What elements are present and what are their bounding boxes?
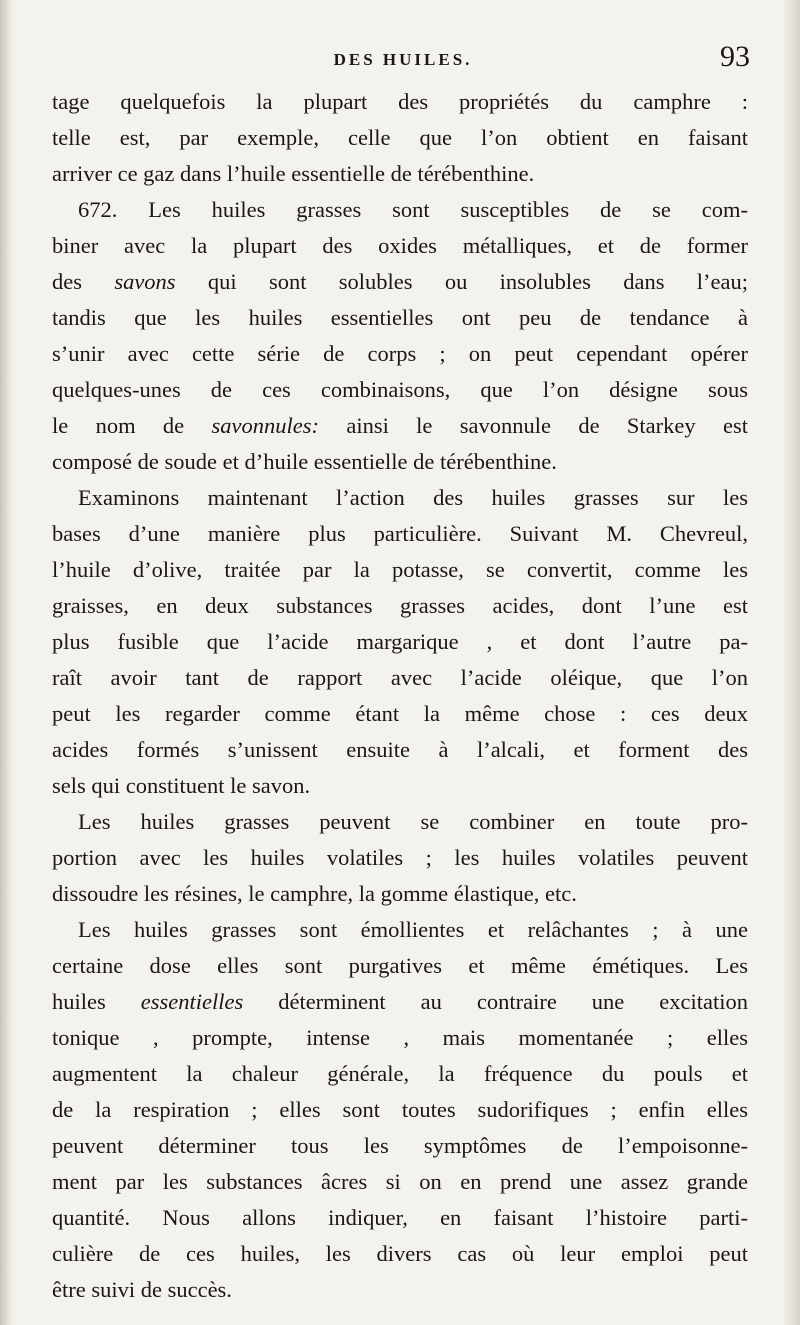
text-line: dissoudre les résines, le camphre, la gomme élastique, etc. xyxy=(52,881,577,906)
text-line: peuvent déterminer tous les symptômes de l’empoisonne- xyxy=(52,1133,748,1158)
text-line: l’huile d’olive, traitée par la potasse, se convertit, comme les xyxy=(52,557,748,582)
text-line: Examinons maintenant l’action des huiles grasses sur les xyxy=(78,485,748,510)
text-line: ment par les substances âcres si on en prend une assez grande xyxy=(52,1169,748,1194)
text-run: déterminent au contraire une excitation xyxy=(243,989,748,1014)
text-line xyxy=(52,264,748,300)
text-line: plus fusible que l’acide margarique , et dont l’autre pa- xyxy=(52,629,748,654)
page-edge-right xyxy=(782,0,800,1325)
text-line: arriver ce gaz dans l’huile essentielle de térébenthine. xyxy=(52,161,535,186)
text-line: tandis que les huiles essentielles ont peu de tendance à xyxy=(52,305,748,330)
text-line: Les huiles grasses peuvent se combiner en toute pro- xyxy=(78,809,748,834)
text-line: s’unir avec cette série de corps ; on peut cependant opérer xyxy=(52,341,748,366)
text-line: peut les regarder comme étant la même chose : ces deux xyxy=(52,701,748,726)
text-line xyxy=(52,984,748,1020)
running-title: DES HUILES. xyxy=(333,50,473,69)
page-number: 93 xyxy=(720,40,750,73)
italic-term: savons xyxy=(114,269,176,294)
text-line xyxy=(52,408,748,444)
text-line: telle est, par exemple, celle que l’on obtient en faisant xyxy=(52,125,748,150)
text-run: huiles xyxy=(52,989,141,1014)
text-line: quantité. Nous allons indiquer, en faisant l’histoire parti- xyxy=(52,1205,748,1230)
text-line: sels qui constituent le savon. xyxy=(52,773,311,798)
text-line: certaine dose elles sont purgatives et même émétiques. Les xyxy=(52,953,748,978)
text-line: acides formés s’unissent ensuite à l’alcali, et forment des xyxy=(52,737,748,762)
page-edge-left xyxy=(0,0,14,1325)
text-line: augmentent la chaleur générale, la fréquence du pouls et xyxy=(52,1061,748,1086)
text-line: composé de soude et d’huile essentielle de térébenthine. xyxy=(52,449,557,474)
text-line: Les huiles grasses sont émollientes et relâchantes ; à une xyxy=(78,917,748,942)
text-line: quelques-unes de ces combinaisons, que l’on désigne sous xyxy=(52,377,748,402)
italic-term: essentielles xyxy=(140,989,244,1014)
text-line: bases d’une manière plus particulière. Suivant M. Chevreul, xyxy=(52,521,748,546)
text-line: portion avec les huiles volatiles ; les huiles volatiles peuvent xyxy=(52,845,748,870)
text-run: ainsi le savonnule de Starkey est xyxy=(319,413,748,438)
text-line: biner avec la plupart des oxides métalliques, et de former xyxy=(52,233,748,258)
text-line: 672. Les huiles grasses sont susceptibles de se com- xyxy=(78,197,748,222)
text-line: de la respiration ; elles sont toutes sudorifiques ; enfin elles xyxy=(52,1097,748,1122)
text-line: raît avoir tant de rapport avec l’acide oléique, que l’on xyxy=(52,665,748,690)
text-line: tonique , prompte, intense , mais momentanée ; elles xyxy=(52,1025,748,1050)
text-line: graisses, en deux substances grasses acides, dont l’une est xyxy=(52,593,748,618)
text-line: tage quelquefois la plupart des propriétés du camphre : xyxy=(52,89,748,114)
text-run: le nom de xyxy=(52,413,212,438)
running-head xyxy=(52,40,754,80)
italic-term: savonnules: xyxy=(211,413,319,438)
text-run: des xyxy=(52,269,115,294)
body-text xyxy=(52,84,748,1308)
text-line: être suivi de succès. xyxy=(52,1277,232,1302)
text-line: culière de ces huiles, les divers cas où leur emploi peut xyxy=(52,1241,748,1266)
text-run: qui sont solubles ou insolubles dans l’eau; xyxy=(175,269,748,294)
